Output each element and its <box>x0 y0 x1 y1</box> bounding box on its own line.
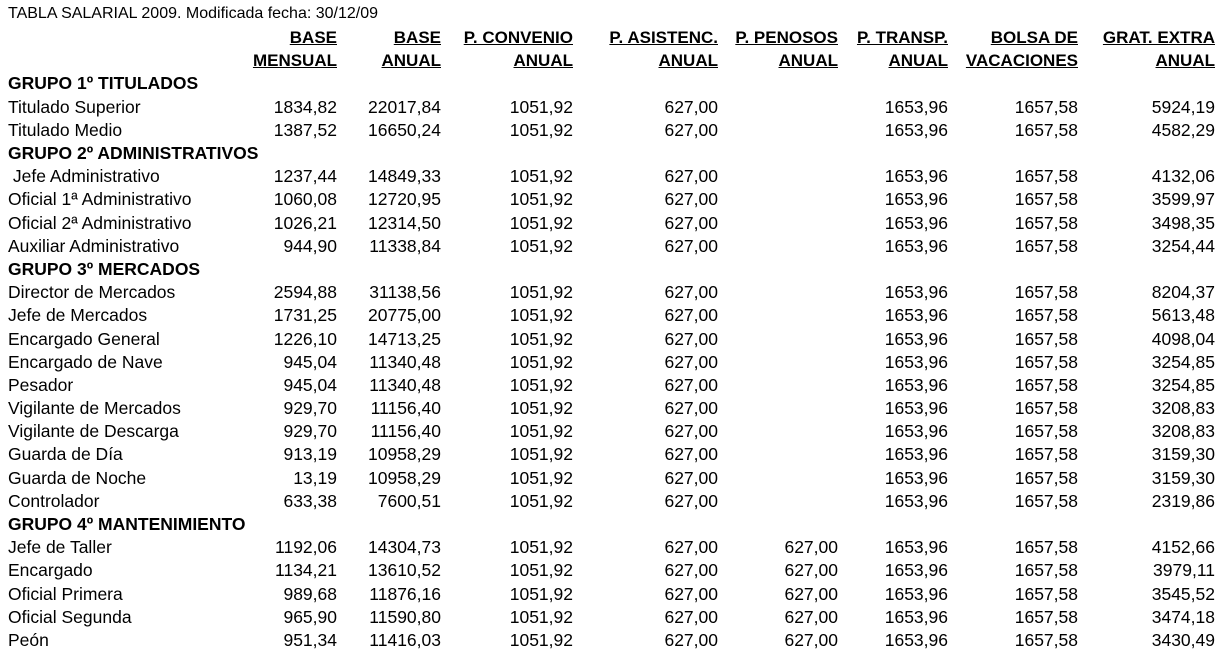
value-cell: 1653,96 <box>884 189 948 210</box>
value-cell: 627,00 <box>664 305 718 326</box>
value-cell: 1657,58 <box>1014 537 1078 558</box>
value-cell: 1051,92 <box>509 560 573 581</box>
value-cell: 20775,00 <box>368 305 441 326</box>
page-title: TABLA SALARIAL 2009. Modificada fecha: 30/12/09 <box>8 5 379 22</box>
column-header-base-anual-sub: ANUAL <box>381 51 441 71</box>
value-cell: 10958,29 <box>368 444 441 465</box>
value-cell: 1653,96 <box>884 166 948 187</box>
value-cell: 1051,92 <box>509 235 573 256</box>
value-cell: 1657,58 <box>1014 328 1078 349</box>
value-cell: 1653,96 <box>884 444 948 465</box>
job-title-cell: Jefe Administrativo <box>8 166 160 187</box>
value-cell: 10958,29 <box>368 467 441 488</box>
value-cell: 3474,18 <box>1151 606 1215 627</box>
value-cell: 627,00 <box>664 490 718 511</box>
value-cell: 945,04 <box>283 351 337 372</box>
table-row <box>8 235 1215 258</box>
value-cell <box>718 165 838 188</box>
value-cell <box>718 443 838 466</box>
value-cell: 627,00 <box>664 537 718 558</box>
value-cell: 627,00 <box>664 444 718 465</box>
table-row <box>8 165 1215 188</box>
table-row <box>8 351 1215 374</box>
value-cell: 1051,92 <box>509 444 573 465</box>
column-header-bolsa-vacaciones-sub: VACACIONES <box>965 51 1078 71</box>
value-cell: 1051,92 <box>509 490 573 511</box>
value-cell: 1387,52 <box>273 119 337 140</box>
value-cell: 22017,84 <box>368 96 441 117</box>
value-cell: 1653,96 <box>884 606 948 627</box>
value-cell: 1653,96 <box>884 282 948 303</box>
value-cell: 1834,82 <box>273 96 337 117</box>
table-row <box>8 96 1215 119</box>
value-cell: 1653,96 <box>884 537 948 558</box>
column-header-p-transp: P. TRANSP. <box>856 28 948 48</box>
value-cell: 1657,58 <box>1014 398 1078 419</box>
value-cell <box>718 96 838 119</box>
value-cell <box>718 420 838 443</box>
value-cell: 1653,96 <box>884 96 948 117</box>
job-title-cell: Jefe de Taller <box>8 537 112 558</box>
value-cell: 1657,58 <box>1014 560 1078 581</box>
header-spacer <box>8 26 233 49</box>
job-title-cell: Vigilante de Mercados <box>8 398 181 419</box>
value-cell: 1653,96 <box>884 119 948 140</box>
job-title-cell: Pesador <box>8 374 74 395</box>
column-header-base-anual: BASE <box>393 28 441 48</box>
value-cell: 3599,97 <box>1151 189 1215 210</box>
value-cell: 627,00 <box>664 629 718 650</box>
value-cell: 1657,58 <box>1014 374 1078 395</box>
value-cell: 11340,48 <box>369 374 441 395</box>
value-cell: 1051,92 <box>509 305 573 326</box>
value-cell: 1051,92 <box>509 629 573 650</box>
column-header-p-convenio: P. CONVENIO <box>463 28 573 48</box>
table-row <box>8 188 1215 211</box>
value-cell: 1657,58 <box>1014 189 1078 210</box>
table-row <box>8 443 1215 466</box>
job-title-cell: Vigilante de Descarga <box>8 421 179 442</box>
value-cell: 4582,29 <box>1151 119 1215 140</box>
value-cell: 627,00 <box>664 282 718 303</box>
value-cell: 627,00 <box>784 583 838 604</box>
value-cell: 1237,44 <box>273 166 337 187</box>
value-cell: 627,00 <box>664 166 718 187</box>
value-cell: 1051,92 <box>509 189 573 210</box>
table-row <box>8 559 1215 582</box>
value-cell <box>718 467 838 490</box>
column-header-p-asistenc-sub: ANUAL <box>658 51 718 71</box>
value-cell <box>718 490 838 513</box>
value-cell: 11156,40 <box>370 421 441 442</box>
job-title-cell: Peón <box>8 629 49 650</box>
value-cell: 1051,92 <box>509 166 573 187</box>
job-title-cell: Encargado <box>8 560 93 581</box>
value-cell: 944,90 <box>283 235 337 256</box>
value-cell: 12314,50 <box>368 212 441 233</box>
table-row <box>8 119 1215 142</box>
value-cell: 1657,58 <box>1014 444 1078 465</box>
table-row <box>8 304 1215 327</box>
group-title: GRUPO 4º MANTENIMIENTO <box>8 514 246 535</box>
value-cell: 965,90 <box>283 606 337 627</box>
value-cell <box>718 327 838 350</box>
value-cell: 3208,83 <box>1151 421 1215 442</box>
value-cell: 7600,51 <box>377 490 441 511</box>
value-cell: 1051,92 <box>509 374 573 395</box>
column-header-bolsa-vacaciones: BOLSA DE <box>990 28 1078 48</box>
value-cell: 627,00 <box>664 374 718 395</box>
value-cell: 1051,92 <box>509 421 573 442</box>
value-cell: 3979,11 <box>1153 560 1215 581</box>
value-cell: 1657,58 <box>1014 467 1078 488</box>
value-cell: 2594,88 <box>273 282 337 303</box>
value-cell: 627,00 <box>664 606 718 627</box>
table-row <box>8 281 1215 304</box>
value-cell: 627,00 <box>784 606 838 627</box>
job-title-cell: Oficial 2ª Administrativo <box>8 212 192 233</box>
value-cell: 12720,95 <box>368 189 441 210</box>
value-cell: 11876,16 <box>369 583 441 604</box>
value-cell: 627,00 <box>664 398 718 419</box>
value-cell: 2319,86 <box>1151 490 1215 511</box>
value-cell: 1051,92 <box>509 328 573 349</box>
value-cell <box>718 212 838 235</box>
value-cell: 4132,06 <box>1151 166 1215 187</box>
value-cell: 945,04 <box>283 374 337 395</box>
value-cell: 1657,58 <box>1014 421 1078 442</box>
value-cell: 3498,35 <box>1151 212 1215 233</box>
table-row <box>8 629 1215 652</box>
value-cell: 627,00 <box>784 560 838 581</box>
value-cell <box>718 281 838 304</box>
value-cell: 1657,58 <box>1014 96 1078 117</box>
group-header-row <box>8 513 1215 536</box>
group-header-row <box>8 142 1215 165</box>
job-title-cell: Encargado General <box>8 328 160 349</box>
value-cell: 1657,58 <box>1014 282 1078 303</box>
value-cell: 929,70 <box>283 421 337 442</box>
value-cell: 1657,58 <box>1014 629 1078 650</box>
table-row <box>8 536 1215 559</box>
column-header-p-penosos: P. PENOSOS <box>735 28 838 48</box>
value-cell: 8204,37 <box>1151 282 1215 303</box>
value-cell: 1192,06 <box>275 537 337 558</box>
header-spacer <box>8 49 233 72</box>
column-header-grat-extra: GRAT. EXTRA <box>1102 28 1215 48</box>
value-cell: 1653,96 <box>884 305 948 326</box>
value-cell: 627,00 <box>664 351 718 372</box>
value-cell: 5924,19 <box>1151 96 1215 117</box>
value-cell: 3254,44 <box>1151 235 1215 256</box>
value-cell <box>718 188 838 211</box>
value-cell: 627,00 <box>664 212 718 233</box>
value-cell: 1051,92 <box>509 537 573 558</box>
group-title: GRUPO 1º TITULADOS <box>8 73 199 94</box>
value-cell <box>718 119 838 142</box>
value-cell: 627,00 <box>664 560 718 581</box>
value-cell: 1657,58 <box>1014 119 1078 140</box>
value-cell: 1653,96 <box>884 212 948 233</box>
value-cell: 1657,58 <box>1014 490 1078 511</box>
value-cell: 1657,58 <box>1014 166 1078 187</box>
value-cell: 627,00 <box>664 328 718 349</box>
value-cell: 1226,10 <box>273 328 337 349</box>
group-header-row <box>8 72 1215 95</box>
value-cell <box>718 374 838 397</box>
value-cell: 4098,04 <box>1151 328 1215 349</box>
column-header-p-asistenc: P. ASISTENC. <box>609 28 718 48</box>
value-cell: 627,00 <box>664 96 718 117</box>
value-cell: 1051,92 <box>509 606 573 627</box>
table-row <box>8 212 1215 235</box>
job-title-cell: Oficial 1ª Administrativo <box>8 189 192 210</box>
value-cell: 627,00 <box>664 467 718 488</box>
header-row-bottom <box>8 49 1215 72</box>
table-row <box>8 397 1215 420</box>
value-cell: 1051,92 <box>509 351 573 372</box>
value-cell: 1653,96 <box>884 235 948 256</box>
job-title-cell: Oficial Primera <box>8 583 123 604</box>
value-cell <box>718 351 838 374</box>
value-cell: 11340,48 <box>369 351 441 372</box>
job-title-cell: Oficial Segunda <box>8 606 132 627</box>
value-cell: 11156,40 <box>370 398 441 419</box>
table-row <box>8 467 1215 490</box>
value-cell: 1051,92 <box>509 398 573 419</box>
value-cell: 14304,73 <box>368 537 441 558</box>
value-cell: 627,00 <box>664 583 718 604</box>
column-header-base-mensual: BASE <box>289 28 337 48</box>
value-cell: 3159,30 <box>1151 444 1215 465</box>
value-cell: 14713,25 <box>368 328 441 349</box>
value-cell: 1653,96 <box>884 398 948 419</box>
value-cell: 627,00 <box>664 119 718 140</box>
table-header <box>8 26 1215 72</box>
job-title-cell: Guarda de Noche <box>8 467 147 488</box>
value-cell: 1051,92 <box>509 282 573 303</box>
value-cell: 1051,92 <box>509 583 573 604</box>
group-header-row <box>8 258 1215 281</box>
job-title-cell: Controlador <box>8 490 100 511</box>
value-cell: 1653,96 <box>884 374 948 395</box>
value-cell <box>718 397 838 420</box>
value-cell: 1731,25 <box>273 305 337 326</box>
group-title: GRUPO 2º ADMINISTRATIVOS <box>8 143 259 164</box>
value-cell: 1653,96 <box>884 560 948 581</box>
value-cell: 1653,96 <box>884 490 948 511</box>
value-cell: 913,19 <box>283 444 337 465</box>
value-cell <box>718 235 838 258</box>
value-cell: 1653,96 <box>884 467 948 488</box>
value-cell: 929,70 <box>283 398 337 419</box>
value-cell: 14849,33 <box>368 166 441 187</box>
value-cell: 16650,24 <box>368 119 441 140</box>
value-cell: 627,00 <box>664 189 718 210</box>
value-cell: 1657,58 <box>1014 212 1078 233</box>
value-cell: 627,00 <box>784 537 838 558</box>
value-cell: 13610,52 <box>368 560 441 581</box>
value-cell: 1653,96 <box>884 328 948 349</box>
value-cell: 1657,58 <box>1014 583 1078 604</box>
value-cell: 627,00 <box>784 629 838 650</box>
value-cell: 627,00 <box>664 235 718 256</box>
value-cell: 1653,96 <box>884 583 948 604</box>
value-cell: 11416,03 <box>369 629 441 650</box>
column-header-p-transp-sub: ANUAL <box>888 51 948 71</box>
value-cell: 1657,58 <box>1014 606 1078 627</box>
value-cell: 1060,08 <box>273 189 337 210</box>
table-row <box>8 583 1215 606</box>
job-title-cell: Guarda de Día <box>8 444 123 465</box>
value-cell: 1657,58 <box>1014 305 1078 326</box>
value-cell: 1653,96 <box>884 351 948 372</box>
value-cell: 1051,92 <box>509 119 573 140</box>
group-title: GRUPO 3º MERCADOS <box>8 258 201 279</box>
column-header-grat-extra-sub: ANUAL <box>1155 51 1215 71</box>
value-cell: 1051,92 <box>509 467 573 488</box>
table-row <box>8 490 1215 513</box>
column-header-base-mensual-sub: MENSUAL <box>252 51 337 71</box>
value-cell: 3208,83 <box>1151 398 1215 419</box>
table-row <box>8 327 1215 350</box>
value-cell: 31138,56 <box>369 282 441 303</box>
job-title-cell: Titulado Medio <box>8 119 123 140</box>
value-cell: 3254,85 <box>1151 351 1215 372</box>
value-cell: 1051,92 <box>509 212 573 233</box>
table-row <box>8 606 1215 629</box>
job-title-cell: Titulado Superior <box>8 96 141 117</box>
value-cell: 3159,30 <box>1151 467 1215 488</box>
salary-table <box>8 26 1215 652</box>
value-cell <box>718 304 838 327</box>
value-cell: 1653,96 <box>884 629 948 650</box>
table-body <box>8 72 1215 652</box>
table-row <box>8 420 1215 443</box>
value-cell: 11590,80 <box>369 606 441 627</box>
value-cell: 633,38 <box>283 490 337 511</box>
value-cell: 3430,49 <box>1151 629 1215 650</box>
value-cell: 1051,92 <box>509 96 573 117</box>
value-cell: 627,00 <box>664 421 718 442</box>
job-title-cell: Auxiliar Administrativo <box>8 235 180 256</box>
job-title-cell: Encargado de Nave <box>8 351 163 372</box>
job-title-cell: Jefe de Mercados <box>8 305 148 326</box>
column-header-p-penosos-sub: ANUAL <box>778 51 838 71</box>
column-header-p-convenio-sub: ANUAL <box>513 51 573 71</box>
header-row-top <box>8 26 1215 49</box>
value-cell: 3545,52 <box>1151 583 1215 604</box>
value-cell: 1134,21 <box>275 560 337 581</box>
table-row <box>8 374 1215 397</box>
value-cell: 13,19 <box>293 467 337 488</box>
value-cell: 1657,58 <box>1014 235 1078 256</box>
value-cell: 1026,21 <box>273 212 337 233</box>
value-cell: 951,34 <box>283 629 337 650</box>
value-cell: 989,68 <box>283 583 337 604</box>
value-cell: 4152,66 <box>1151 537 1215 558</box>
value-cell: 11338,84 <box>369 235 441 256</box>
value-cell: 3254,85 <box>1151 374 1215 395</box>
value-cell: 1657,58 <box>1014 351 1078 372</box>
value-cell: 1653,96 <box>884 421 948 442</box>
job-title-cell: Director de Mercados <box>8 282 176 303</box>
value-cell: 5613,48 <box>1151 305 1215 326</box>
